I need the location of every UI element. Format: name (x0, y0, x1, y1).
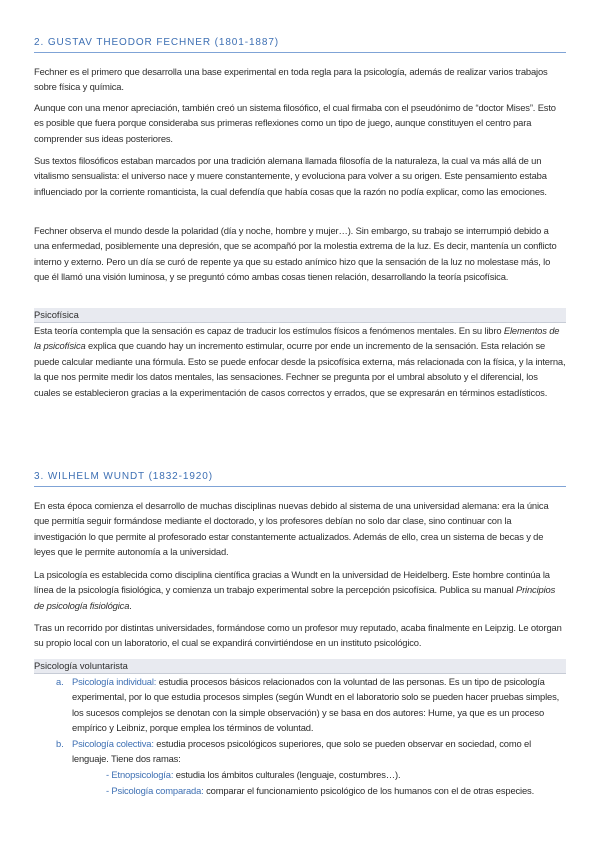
sublist-item-term: - Psicología comparada: (106, 785, 204, 796)
wundt-paragraph-2-text-a: La psicología es establecida como disciplina científica gracias a Wundt en la universidad de Heidelberg. Este hombre continúa la línea de la psicología fisiológica, y comienza un trabajo experimental sobre la percepción psicofísica. Publica su manual (34, 569, 550, 596)
psicofisica-text-a: Esta teoría contempla que la sensación es capaz de traducir los estímulos físicos a fenómenos mentales. En su libro (34, 325, 504, 336)
sublist-item-psicologia-comparada (106, 783, 534, 798)
fechner-paragraph-4: Fechner observa el mundo desde la polaridad (día y noche, hombre y mujer…). Sin embargo, su trabajo se interrumpió debido a una enfermedad, posiblemente una depresión, que se acompañó por la molestia extrema de la luz. Es decir, mantenía un conflicto interno y externo. Pero un día se curó de repente ya que su estado anímico hizo que la sensación de la luz no molestase más, lo que él llamó una visión luminosa, y se preguntó cómo ambas cosas tienen relación, desarrollando la teoría psicofísica. (34, 225, 557, 283)
voluntarista-box-title: Psicología voluntarista (34, 660, 128, 671)
wundt-paragraph-1: En esta época comienza el desarrollo de muchas disciplinas nuevas debido al sistema de una universidad alemana: era la única que permitía seguir formándose mediante el doctorado, y los profesores debían no solo dar clase, sino continuar con la investigación lo que permite al profesorado estar constantemente actualizados. Además de ello, crea un sistema de becas y de leyes que le permite autonomía a la universidad. (34, 500, 549, 558)
wundt-paragraph-2 (34, 567, 566, 613)
sublist-item-text: comparar el funcionamiento psicológico de los humanos con el de otras especies. (203, 785, 535, 796)
section-2-heading (34, 34, 566, 53)
psicofisica-text-b: explica que cuando hay un incremento estimular, ocurre por ende un incremento de la sensación. Esta relación se puede calcular mediante una fórmula. Esto se puede enfocar desde la psicofísica externa, más relacionada con la física, y la interna, la que nos permite medir los datos mentales, las sensaciones. Fechner se pregunta por el umbral absoluto y el diferencial, los cuales se establecieron gracias a la experimentación de casos correctos y errados, que se expresarán en términos estadísticos. (34, 340, 566, 398)
list-item-term: Psicología colectiva: (72, 737, 154, 749)
sublist-item-text: estudia los ámbitos culturales (lenguaje, costumbres…). (173, 769, 401, 780)
voluntarista-box-header (34, 659, 566, 673)
psicofisica-book-title: Elementos de la psicofísica (34, 325, 560, 352)
list-item-text: estudia procesos básicos relacionados con la voluntad de las personas. Es un tipo de psicología experimental, por lo que estudia procesos simples (según Wundt en el laboratorio solo se pueden hacer pruebas simples, los sucesos complejos se denotan con la simple observación) y se basa en dos autores: Hume, ya que es un proceso empírico y Leibniz, porque emplea los términos de voluntad. (72, 676, 560, 734)
list-item (34, 674, 566, 736)
fechner-paragraph-3: Sus textos filosóficos estaban marcados por una tradición alemana llamada filosofía de la naturaleza, la cual va más allá de un vitalismo sensualista: el universo nace y muere constantemente, y evoluciona para volver a su origen. Este pensamiento estaba influenciado por la corriente romanticista, la cual defendía que había cosas que la razón no podía explicar, como las emociones. (34, 155, 547, 197)
list-marker: b. (56, 737, 64, 749)
psicofisica-paragraph (34, 323, 566, 400)
psicofisica-box-title: Psicofísica (34, 309, 79, 320)
voluntarista-list (34, 674, 566, 766)
list-item (34, 736, 566, 767)
psicofisica-box-header (34, 308, 566, 322)
sublist-item-etnopsicologia (106, 767, 400, 782)
wundt-book-title: Principios de psicología fisiológica (34, 584, 556, 611)
fechner-paragraph-2: Aunque con una menor apreciación, también creó un sistema filosófico, el cual firmaba con el pseudónimo de “doctor Mises”. Esto es posible que fuera porque consideraba sus primeras reflexiones como un tipo de juego, aunque constituyen el centro para comprender sus ideas posteriores. (34, 102, 556, 144)
wundt-paragraph-3: Tras un recorrido por distintas universidades, formándose como un profesor muy reputado, acaba finalmente en Leipzig. Le otorgan su propio local con un laboratorio, el cual se expandirá convirtiéndose en un instituto psicológico. (34, 622, 562, 649)
sublist-item-term: - Etnopsicología: (106, 769, 174, 780)
list-item-text: estudia procesos psicológicos superiores, que solo se pueden observar en sociedad, como el lenguaje. Tiene dos ramas: (72, 737, 532, 765)
wundt-paragraph-2-text-b: . (129, 599, 132, 611)
list-marker: a. (56, 676, 64, 687)
section-3-title: 3. WILHELM WUNDT (1832-1920) (34, 471, 213, 482)
section-2-title: 2. GUSTAV THEODOR FECHNER (1801-1887) (34, 37, 280, 48)
list-item-term: Psicología individual: (72, 676, 157, 687)
fechner-paragraph-1: Fechner es el primero que desarrolla una base experimental en toda regla para la psicología, además de realizar varios trabajos sobre física y química. (34, 66, 548, 93)
section-3-heading (34, 468, 566, 487)
